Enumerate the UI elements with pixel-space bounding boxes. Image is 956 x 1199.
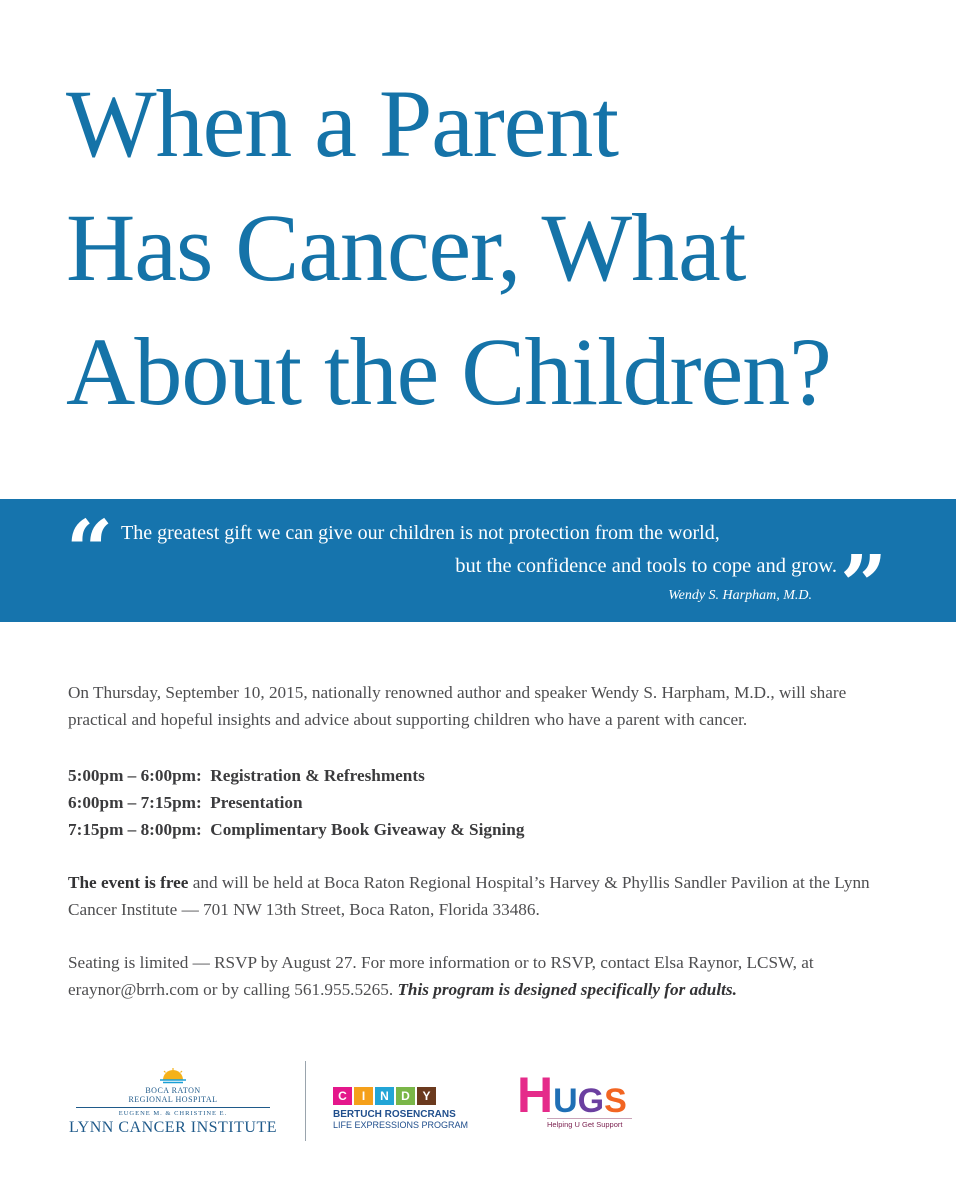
schedule-time: 7:15pm – 8:00pm: xyxy=(68,820,202,839)
hugs-letter-g: G xyxy=(577,1082,605,1120)
cindy-letter-blocks xyxy=(333,1087,468,1105)
lynn-logo-line-4: LYNN CANCER INSTITUTE xyxy=(69,1119,277,1136)
open-quote-icon: “ xyxy=(66,503,114,599)
schedule-activity: Presentation xyxy=(210,793,303,812)
poster-title xyxy=(66,62,936,434)
rsvp-paragraph xyxy=(68,950,908,1003)
title-line-2: Has Cancer, What xyxy=(66,194,746,301)
schedule-time: 6:00pm – 7:15pm: xyxy=(68,793,202,812)
venue-text: and will be held at Boca Raton Regional Hospital’s Harvey & Phyllis Sandler Pavilion at the Lynn Cancer Institute — 701 NW 13th Street, Boca Raton, Florida 33486. xyxy=(68,873,870,919)
cindy-letter-block: I xyxy=(354,1087,373,1105)
hugs-logo xyxy=(517,1067,647,1129)
logo-divider xyxy=(305,1061,306,1141)
sponsor-logos xyxy=(0,1058,956,1158)
lynn-logo-divider xyxy=(76,1107,270,1108)
rsvp-text: Seating is limited — RSVP by August 27. For more information or to RSVP, contact Elsa Raynor, LCSW, at eraynor@brrh.com or by calling 561.955.5265. xyxy=(68,953,814,999)
cindy-logo-line-1: BERTUCH ROSENCRANS xyxy=(333,1109,456,1120)
sunrise-icon xyxy=(158,1068,188,1084)
quote-banner xyxy=(0,499,956,634)
cindy-logo-line-2: LIFE EXPRESSIONS PROGRAM xyxy=(333,1120,469,1130)
schedule-item xyxy=(68,789,524,816)
cindy-letter-block: N xyxy=(375,1087,394,1105)
cindy-letter-block: C xyxy=(333,1087,352,1105)
lynn-cancer-institute-logo xyxy=(66,1068,280,1138)
quote-author: Wendy S. Harpham, M.D. xyxy=(668,588,812,603)
free-event-emphasis: The event is free xyxy=(68,873,189,892)
lynn-logo-line-2: REGIONAL HOSPITAL xyxy=(128,1095,218,1104)
adults-only-note: This program is designed specifically for adults. xyxy=(397,979,737,999)
hugs-tagline: Helping U Get Support xyxy=(547,1118,632,1129)
quote-line-2: but the confidence and tools to cope and grow. xyxy=(455,555,837,577)
hugs-letter-s: S xyxy=(604,1082,627,1120)
cindy-letter-block: D xyxy=(396,1087,415,1105)
schedule-activity: Complimentary Book Giveaway & Signing xyxy=(210,820,525,839)
title-line-3: About the Children? xyxy=(66,318,831,425)
cindy-letter-block: Y xyxy=(417,1087,436,1105)
quote-line-1: The greatest gift we can give our children is not protection from the world, xyxy=(121,522,720,544)
schedule-list xyxy=(68,762,524,843)
close-quote-icon: ” xyxy=(840,538,888,634)
lynn-logo-line-1: BOCA RATON xyxy=(145,1086,201,1095)
cindy-program-logo xyxy=(333,1087,468,1130)
schedule-item xyxy=(68,762,524,789)
hugs-letter-h: H xyxy=(517,1067,554,1123)
intro-paragraph: On Thursday, September 10, 2015, nationally renowned author and speaker Wendy S. Harpham, M.D., will share practical and hopeful insights and advice about supporting children who have a parent with cancer. xyxy=(68,683,847,729)
venue-paragraph xyxy=(68,870,908,923)
lynn-logo-line-3: EUGENE M. & CHRISTINE E. xyxy=(118,1110,228,1117)
hugs-wordmark xyxy=(517,1067,647,1123)
hugs-letter-u: U xyxy=(553,1082,578,1120)
title-line-1: When a Parent xyxy=(66,70,619,177)
schedule-time: 5:00pm – 6:00pm: xyxy=(68,766,202,785)
schedule-item xyxy=(68,816,524,843)
schedule-activity: Registration & Refreshments xyxy=(210,766,425,785)
